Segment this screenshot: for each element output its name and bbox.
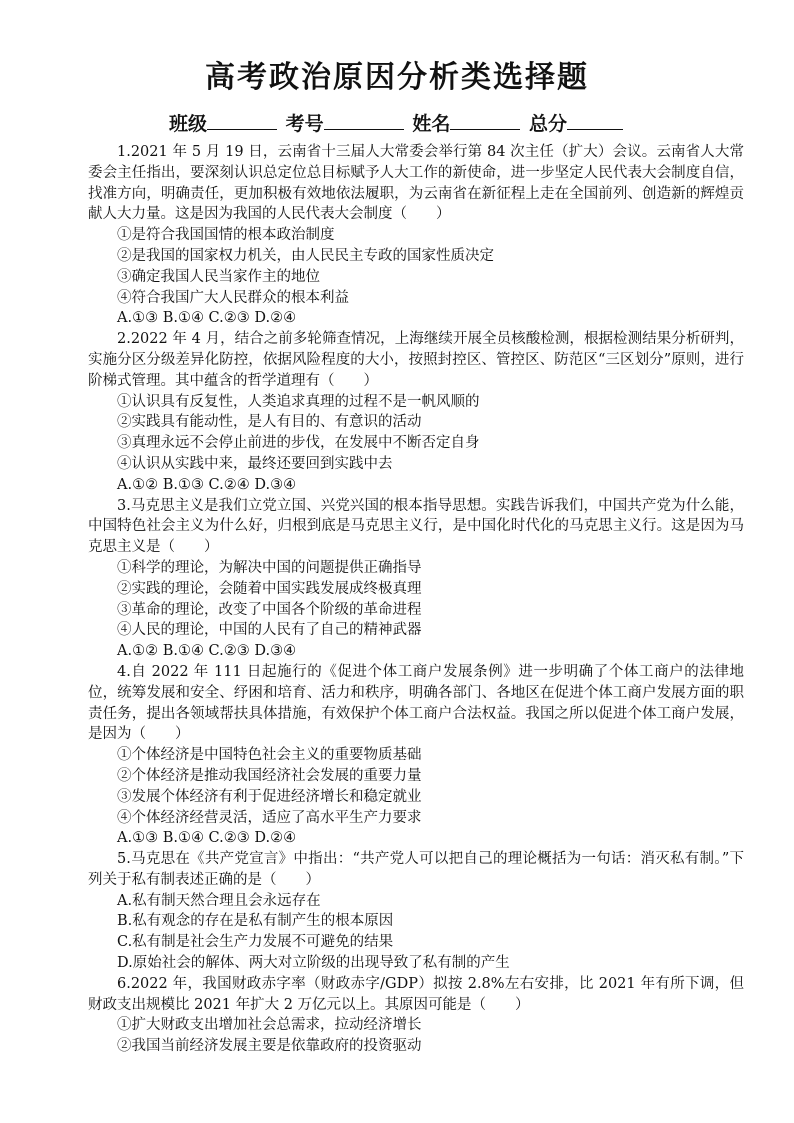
option: D.原始社会的解体、两大对立阶级的出现导致了私有制的产生 — [117, 955, 510, 972]
class-label: 班级 — [169, 113, 208, 135]
question-2 — [88, 329, 744, 495]
option: ③真理永远不会停止前进的步伐，在发展中不断否定自身 — [117, 435, 480, 452]
option: ①扩大财政支出增加社会总需求，拉动经济增长 — [117, 1017, 422, 1034]
question-3 — [88, 496, 744, 662]
option: ②实践的理论，会随着中国实践发展成终极真理 — [117, 580, 422, 597]
name-blank[interactable] — [450, 111, 520, 130]
option: ④符合我国广大人民群众的根本利益 — [117, 289, 349, 306]
exam-no-label: 考号 — [285, 113, 324, 135]
question-list — [88, 142, 744, 1057]
option: ②实践具有能动性，是人有目的、有意识的活动 — [117, 414, 422, 431]
class-field — [169, 111, 279, 137]
option: ②我国当前经济发展主要是依靠政府的投资驱动 — [117, 1038, 422, 1055]
answer-choices: A.①② B.①④ C.②③ D.③④ — [117, 643, 297, 660]
header-fields — [0, 111, 794, 137]
exam-no-blank[interactable] — [324, 111, 404, 130]
question-6 — [88, 974, 744, 1057]
question-stem: 3.马克思主义是我们立党立国、兴党兴国的根本指导思想。实践告诉我们，中国共产党为什么能，中国特色社会主义为什么好，归根到底是马克思主义行，是中国化时代化的马克思主义行。这是因为马克思主义是（ ） — [88, 497, 744, 556]
option: A.私有制天然合理且会永远存在 — [117, 892, 321, 909]
question-5 — [88, 849, 744, 974]
score-label: 总分 — [528, 113, 567, 135]
name-field — [412, 111, 522, 137]
question-stem: 1.2021 年 5 月 19 日，云南省十三届人大常委会举行第 84 次主任（扩大）会议。云南省人大常委会主任指出，要深刻认识总定位总目标赋予人大工作的新使命，进一步坚定人民代表大会制度自信，找准方向，明确责任，更加积极有效地依法履职，为云南省在新征程上走在全国前列、创造新的辉煌贡献人大力量。这是因为我国的人民代表大会制度（ ） — [88, 144, 744, 223]
option: B.私有观念的存在是私有制产生的根本原因 — [117, 913, 394, 930]
name-label: 姓名 — [412, 113, 451, 135]
option: ③发展个体经济有利于促进经济增长和稳定就业 — [117, 788, 422, 805]
exam-no-field — [286, 111, 406, 137]
answer-choices: A.①③ B.①④ C.②③ D.②④ — [117, 830, 297, 847]
question-stem: 5.马克思在《共产党宣言》中指出：“共产党人可以把自己的理论概括为一句话：消灭私有制。”下列关于私有制表述正确的是（ ） — [88, 851, 744, 888]
option: ④个体经济经营灵活，适应了高水平生产力要求 — [117, 809, 422, 826]
option: ③确定我国人民当家作主的地位 — [117, 268, 320, 285]
option: ①是符合我国国情的根本政治制度 — [117, 227, 335, 244]
option: ③革命的理论，改变了中国各个阶级的革命进程 — [117, 601, 422, 618]
option: ①认识具有反复性，人类追求真理的过程不是一帆风顺的 — [117, 393, 480, 410]
option: ①个体经济是中国特色社会主义的重要物质基础 — [117, 747, 422, 764]
score-blank[interactable] — [567, 111, 623, 130]
score-field — [529, 111, 625, 137]
option: ②是我国的国家权力机关，由人民民主专政的国家性质决定 — [117, 247, 494, 264]
page-title: 高考政治原因分析类选择题 — [205, 60, 589, 95]
answer-choices: A.①③ B.①④ C.②③ D.②④ — [117, 310, 297, 327]
option: ④人民的理论，中国的人民有了自己的精神武器 — [117, 622, 422, 639]
question-stem: 6.2022 年，我国财政赤字率（财政赤字/GDP）拟按 2.8%左右安排，比 2021 年有所下调，但财政支出规模比 2021 年扩大 2 万亿元以上。其原因可能是（ ） — [88, 975, 744, 1013]
question-stem: 4.自 2022 年 111 日起施行的《促进个体工商户发展条例》进一步明确了个体工商户的法律地位，统筹发展和安全、纾困和培育、活力和秩序，明确各部门、各地区在促进个体工商户发展方面的职责任务，提出各领域帮扶具体措施，有效保护个体工商户合法权益。我国之所以促进个体工商户发展，是因为（ ） — [88, 663, 744, 743]
answer-choices: A.①② B.①③ C.②④ D.③④ — [117, 476, 297, 493]
class-blank[interactable] — [207, 111, 277, 130]
question-4 — [88, 662, 744, 849]
option: ④认识从实践中来，最终还要回到实践中去 — [117, 455, 393, 472]
option: ①科学的理论，为解决中国的问题提供正确指导 — [117, 559, 422, 576]
option: C.私有制是社会生产力发展不可避免的结果 — [117, 934, 394, 951]
question-stem: 2.2022 年 4 月，结合之前多轮筛查情况，上海继续开展全员核酸检测，根据检测结果分析研判，实施分区分级差异化防控，依据风险程度的大小，按照封控区、管控区、防范区“三区划分”原则，进行阶梯式管理。其中蕴含的哲学道理有（ ） — [88, 331, 744, 389]
option: ②个体经济是推动我国经济社会发展的重要力量 — [117, 767, 422, 784]
question-1 — [88, 142, 744, 329]
